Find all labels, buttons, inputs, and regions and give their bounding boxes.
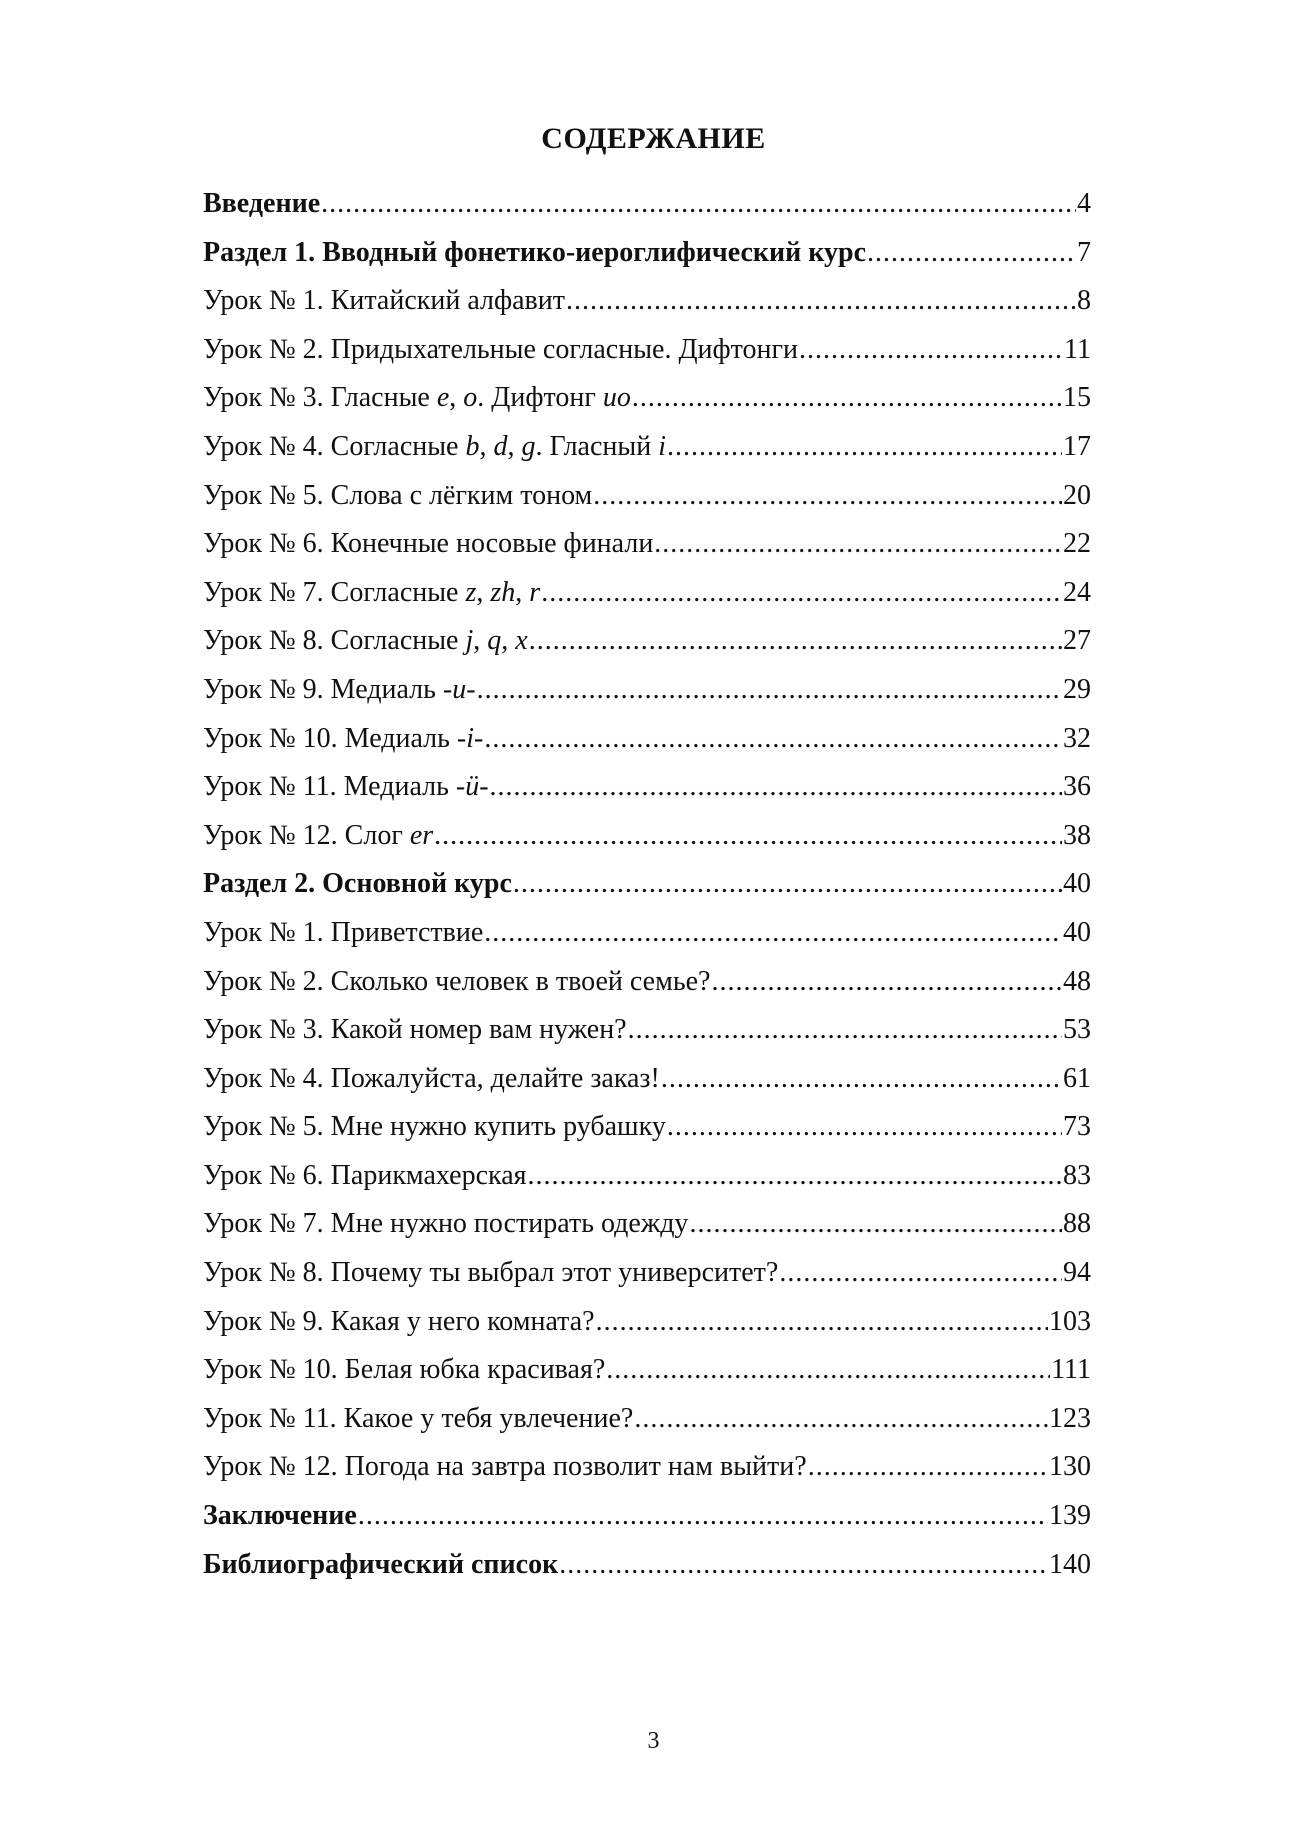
toc-leader-dots [654, 528, 1062, 560]
toc-entry-text: Урок № 10. Белая юбка красивая? [203, 1354, 606, 1386]
toc-page-number: 88 [1063, 1208, 1091, 1240]
toc-entry [203, 1111, 1091, 1160]
toc-leader-dots [799, 334, 1063, 366]
toc-entry-text: Урок № 2. Придыхательные согласные. Дифтонги [203, 333, 798, 365]
toc-entry-title [203, 966, 710, 998]
toc-leader-dots [711, 966, 1062, 998]
toc-entry [203, 431, 1091, 480]
toc-page-number: 27 [1063, 625, 1091, 657]
toc-entry-text: Урок № 5. Мне нужно купить рубашку [203, 1111, 666, 1143]
toc-entry-text: Урок № 3. Гласные [203, 382, 437, 414]
toc-page-number: 40 [1063, 916, 1091, 948]
toc-page-number: 48 [1063, 965, 1091, 997]
toc-entry-text: Урок № 3. Какой номер вам нужен? [203, 1014, 627, 1046]
toc-page-number: 53 [1063, 1014, 1091, 1046]
toc-entry [203, 528, 1091, 577]
toc-entry [203, 917, 1091, 966]
toc-entry-text: , [473, 625, 488, 657]
toc-leader-dots [808, 1451, 1048, 1483]
toc-entry-text: Урок № 1. Приветствие [203, 916, 484, 948]
toc-leader-dots [634, 1403, 1048, 1435]
toc-page-number: 36 [1063, 771, 1091, 803]
toc-leader-dots [779, 1257, 1062, 1289]
toc-entry-italic-term: -i- [456, 722, 484, 754]
toc-entry-italic-term: i [658, 430, 666, 462]
toc-entry-text: Урок № 8. Почему ты выбрал этот университет? [203, 1257, 779, 1289]
toc-entry [203, 771, 1091, 820]
toc-entry-title [203, 1111, 666, 1143]
toc-entry-italic-term: q [487, 625, 502, 657]
toc-entry [203, 1354, 1091, 1403]
toc-entry-title [203, 431, 666, 463]
toc-page-number: 11 [1064, 333, 1091, 365]
toc-entry-title [203, 1549, 558, 1581]
toc-leader-dots [528, 1160, 1062, 1192]
toc-entry-italic-term: d [493, 430, 508, 462]
toc-entry-title [203, 1208, 688, 1240]
toc-entry-italic-term: uo [602, 382, 631, 414]
toc-entry-title [203, 1063, 660, 1095]
toc-entry [203, 1014, 1091, 1063]
toc-entry [203, 480, 1091, 529]
toc-leader-dots [434, 820, 1062, 852]
toc-entry-italic-term: z [465, 576, 477, 608]
toc-entry-text: Урок № 11. Медиаль [203, 771, 456, 803]
toc-leader-dots [667, 1111, 1062, 1143]
toc-leader-dots [541, 577, 1062, 609]
toc-entry [203, 966, 1091, 1015]
toc-entry [203, 1451, 1091, 1500]
toc-entry [203, 237, 1091, 286]
toc-entry-text: Урок № 9. Какая у него комната? [203, 1305, 595, 1337]
toc-entry-text: . Дифтонг [477, 382, 603, 414]
toc-entry-text: Урок № 4. Пожалуйста, делайте заказ! [203, 1062, 660, 1094]
toc-entry [203, 1160, 1091, 1209]
toc-entry-text: , [476, 576, 491, 608]
toc-entry-title [203, 334, 798, 366]
toc-leader-dots [867, 237, 1076, 269]
toc-leader-dots [661, 1063, 1062, 1095]
toc-page-number: 140 [1049, 1548, 1091, 1580]
toc-entry-title [203, 1160, 527, 1192]
toc-entry-text: Урок № 12. Погода на завтра позволит нам выйти? [203, 1451, 807, 1483]
toc-entry-italic-term: b [465, 430, 480, 462]
toc-page-number: 29 [1063, 673, 1091, 705]
toc-entry-italic-term: er [409, 819, 434, 851]
toc-entry-text: Урок № 4. Согласные [203, 430, 466, 462]
toc-entry-text: Раздел 2. Основной курс [203, 868, 512, 900]
toc-entry [203, 1257, 1091, 1306]
toc-entry-text: , [479, 430, 494, 462]
toc-leader-dots [566, 285, 1076, 317]
toc-entry-text: Урок № 8. Согласные [203, 625, 466, 657]
toc-entry [203, 188, 1091, 237]
toc-title: СОДЕРЖАНИЕ [541, 122, 766, 155]
toc-entry-italic-term: x [515, 625, 528, 657]
toc-entry-text: , [515, 576, 530, 608]
toc-leader-dots [606, 1354, 1050, 1386]
toc-page-number: 4 [1077, 188, 1091, 219]
toc-entry-title [203, 820, 433, 852]
toc-entry-title [203, 771, 489, 803]
toc-entry [203, 1306, 1091, 1355]
toc-leader-dots [667, 431, 1062, 463]
toc-page-number: 22 [1063, 528, 1091, 560]
toc-entry-italic-term: -ü- [455, 771, 489, 803]
toc-entry-text: Раздел 1. Вводный фонетико-иероглифический курс [203, 236, 867, 268]
toc-entry-title [203, 917, 483, 949]
toc-leader-dots [632, 382, 1062, 414]
toc-entry-title [203, 1451, 807, 1483]
toc-entry [203, 868, 1091, 917]
toc-entry-italic-term: g [521, 430, 536, 462]
toc-page-number: 111 [1051, 1354, 1091, 1386]
toc-page-number: 61 [1063, 1062, 1091, 1094]
toc-entry [203, 674, 1091, 723]
toc-entry-title [203, 480, 592, 512]
toc-leader-dots [490, 771, 1062, 803]
toc-entry-text: Урок № 7. Мне нужно постирать одежду [203, 1208, 689, 1240]
toc-entry-title [203, 625, 528, 657]
toc-entry [203, 1208, 1091, 1257]
toc-leader-dots [484, 723, 1062, 755]
toc-page-number: 103 [1049, 1305, 1091, 1337]
toc-leader-dots [596, 1306, 1048, 1338]
toc-entry-text: Урок № 10. Медиаль [203, 722, 457, 754]
toc-leader-dots [628, 1014, 1062, 1046]
page-number: 3 [647, 1728, 660, 1754]
toc-entry-title [203, 1500, 357, 1532]
toc-entry-title [203, 528, 653, 560]
toc-page-number: 32 [1063, 722, 1091, 754]
toc-entry-text: , [501, 625, 516, 657]
toc-entry-text: Заключение [203, 1500, 357, 1532]
toc-leader-dots [689, 1208, 1062, 1240]
toc-entry-text: Урок № 1. Китайский алфавит [203, 285, 565, 317]
toc-entry-title [203, 237, 866, 269]
toc-entry-text: . Гласный [535, 430, 659, 462]
toc-entry-text: Урок № 5. Слова с лёгким тоном [203, 479, 593, 511]
toc-entry-italic-term: o [463, 382, 478, 414]
toc-page-number: 8 [1077, 285, 1091, 317]
toc-entry [203, 285, 1091, 334]
toc-leader-dots [358, 1500, 1048, 1532]
toc-entry [203, 577, 1091, 626]
toc-leader-dots [477, 674, 1062, 706]
toc-page-number: 123 [1049, 1402, 1091, 1434]
toc-entry [203, 1063, 1091, 1112]
toc-entry-text: Библиографический список [203, 1548, 559, 1580]
toc-entry-text: Урок № 6. Конечные носовые финали [203, 528, 654, 560]
toc-entry [203, 382, 1091, 431]
toc-page-number: 83 [1063, 1159, 1091, 1191]
toc-leader-dots [513, 868, 1062, 900]
toc-entry-title [203, 1403, 633, 1435]
toc-page-number: 7 [1077, 236, 1091, 268]
toc-page-number: 40 [1063, 868, 1091, 900]
toc-entry-text: , [449, 382, 464, 414]
toc-entry-text: , [507, 430, 522, 462]
toc-entry [203, 820, 1091, 869]
toc-entry-italic-term: j [465, 625, 474, 657]
toc-entry-title [203, 1354, 605, 1386]
toc-leader-dots [559, 1549, 1048, 1581]
toc-page-number: 15 [1063, 382, 1091, 414]
toc-entry-text: Урок № 7. Согласные [203, 576, 466, 608]
toc-entry-title [203, 868, 512, 900]
toc-entry-italic-term: -u- [442, 673, 476, 705]
toc-entry-title [203, 1306, 595, 1338]
toc-entry-title [203, 723, 483, 755]
toc-leader-dots [593, 480, 1062, 512]
toc-leader-dots [484, 917, 1062, 949]
toc-entry-title [203, 188, 320, 220]
toc-leader-dots [529, 625, 1062, 657]
toc-page-number: 130 [1049, 1451, 1091, 1483]
toc-page-number: 17 [1063, 430, 1091, 462]
toc-entry [203, 723, 1091, 772]
toc-entry [203, 625, 1091, 674]
toc-entry [203, 334, 1091, 383]
toc-entry-text: Введение [203, 188, 321, 219]
toc-entry [203, 1549, 1091, 1598]
toc-entry [203, 1403, 1091, 1452]
toc-entry-title [203, 674, 476, 706]
toc-entry-text: Урок № 6. Парикмахерская [203, 1159, 527, 1191]
toc-entry-text: Урок № 2. Сколько человек в твоей семье? [203, 965, 711, 997]
toc-page-number: 24 [1063, 576, 1091, 608]
toc-entry-text: Урок № 11. Какое у тебя увлечение? [203, 1402, 634, 1434]
toc-entry-text: Урок № 12. Слог [203, 819, 410, 851]
toc-entry-title [203, 1257, 778, 1289]
toc-entry [203, 1500, 1091, 1549]
toc-entry-title [203, 577, 540, 609]
toc-entry-title [203, 1014, 627, 1046]
toc-entry-italic-term: zh [490, 576, 516, 608]
toc-entry-title [203, 382, 631, 414]
toc-page-number: 94 [1063, 1257, 1091, 1289]
toc-page-number: 139 [1049, 1500, 1091, 1532]
toc-page-number: 38 [1063, 819, 1091, 851]
toc-list [203, 188, 1091, 1597]
toc-entry-italic-term: e [436, 382, 450, 414]
toc-page-number: 73 [1063, 1111, 1091, 1143]
toc-entry-italic-term: r [529, 576, 541, 608]
toc-page-number: 20 [1063, 479, 1091, 511]
toc-leader-dots [321, 188, 1076, 220]
toc-entry-title [203, 285, 565, 317]
toc-entry-text: Урок № 9. Медиаль [203, 673, 443, 705]
